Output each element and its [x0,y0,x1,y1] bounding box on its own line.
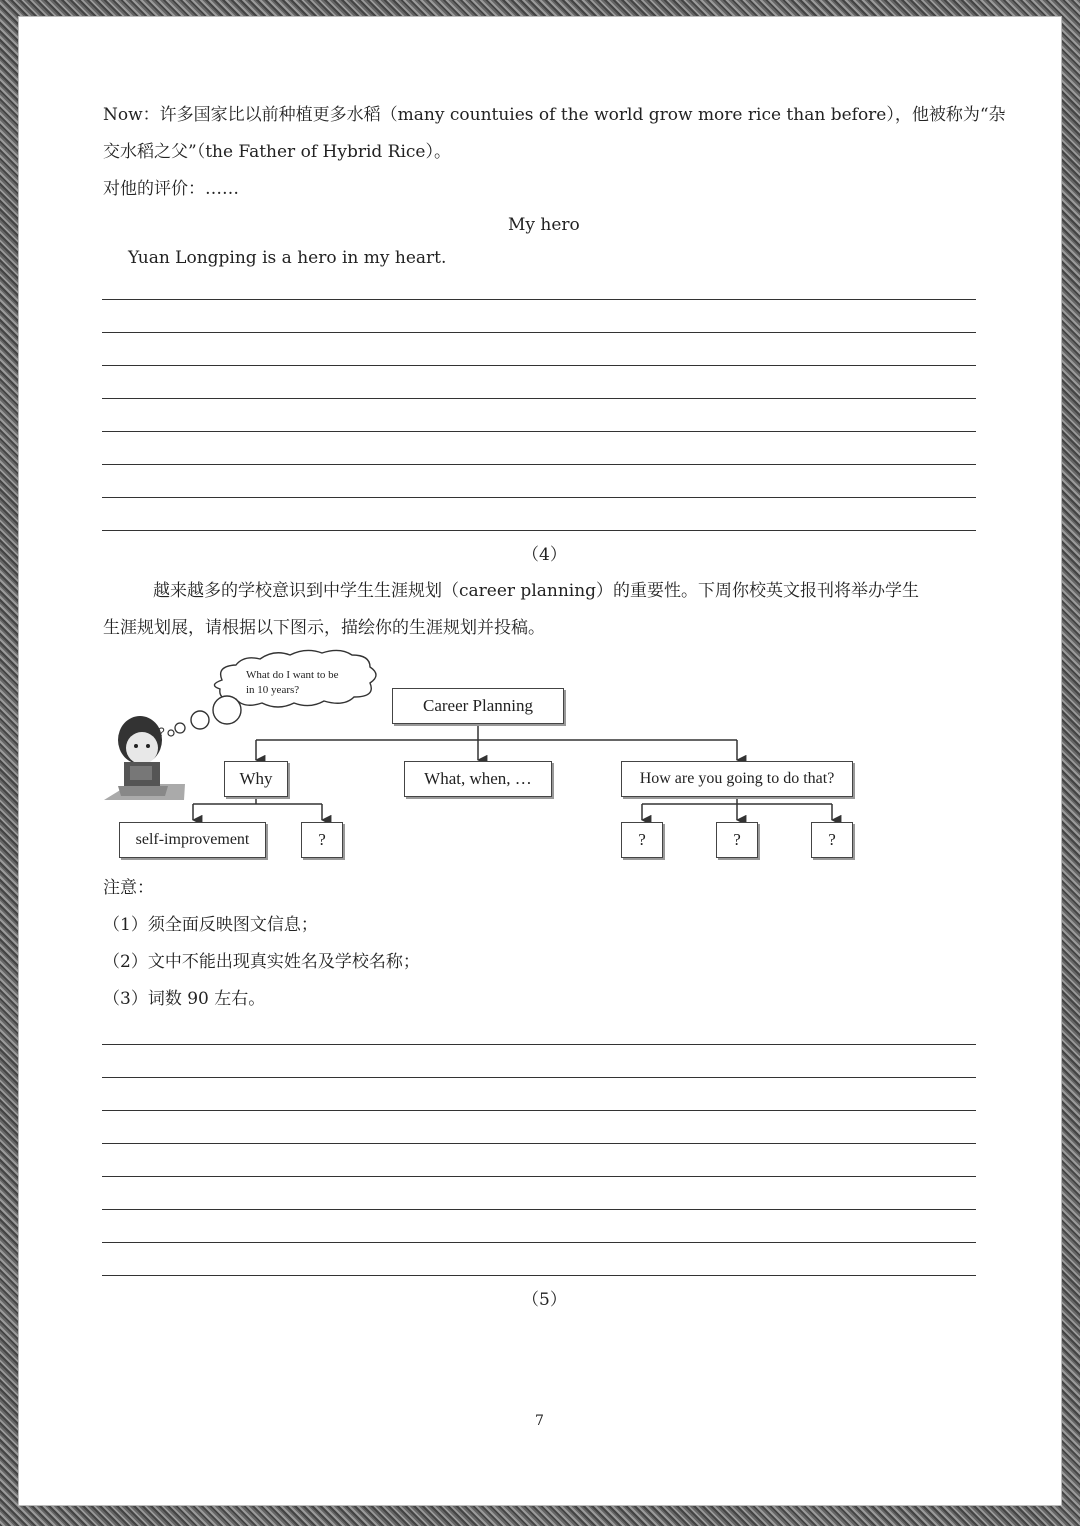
how-box: How are you going to do that? [621,761,853,797]
note-item: （3）词数 90 左右。 [103,989,266,1009]
question-number-5: （5） [522,1290,567,1310]
writing-line [102,1209,976,1210]
question-number-4: （4） [522,545,567,565]
writing-line [102,1077,976,1078]
note-item: （1）须全面反映图文信息； [103,915,318,935]
essay-opening: Yuan Longping is a hero in my heart. [128,248,447,268]
writing-line [102,1275,976,1276]
page-number: 7 [535,1413,544,1429]
writing-line [102,1044,976,1045]
career-planning-box: Career Planning [392,688,564,724]
writing-line [102,1143,976,1144]
unknown-box: ? [811,822,853,858]
student-illustration [104,716,185,800]
intro-line-2: 交水稻之父”（the Father of Hybrid Rice）。 [103,142,451,162]
task-paragraph-2: 生涯规划展，请根据以下图示，描绘你的生涯规划并投稿。 [103,618,545,638]
writing-line [102,1110,976,1111]
thought-bubble-line-2: in 10 years? [246,684,300,696]
why-box: Why [224,761,288,797]
thought-bubble-line-1: What do I want to be [246,669,339,681]
intro-line-1: Now：许多国家比以前种植更多水稻（many countuies of the world grow more rice than before），他被称为“杂 [103,105,1006,125]
essay-title: My hero [508,215,580,235]
unknown-box: ? [716,822,758,858]
what-when-box: What, when, … [404,761,552,797]
unknown-box: ? [301,822,343,858]
self-improvement-box: self-improvement [119,822,266,858]
writing-line [102,1176,976,1177]
note-item: （2）文中不能出现真实姓名及学校名称； [103,952,420,972]
svg-text:?: ? [158,725,165,739]
unknown-box: ? [621,822,663,858]
task-paragraph-1: 越来越多的学校意识到中学生生涯规划（career planning）的重要性。下周你校英文报刊将举办学生 [153,581,920,601]
intro-line-3: 对他的评价：…… [103,179,239,199]
notes-title: 注意： [103,878,154,898]
writing-line [102,1242,976,1243]
